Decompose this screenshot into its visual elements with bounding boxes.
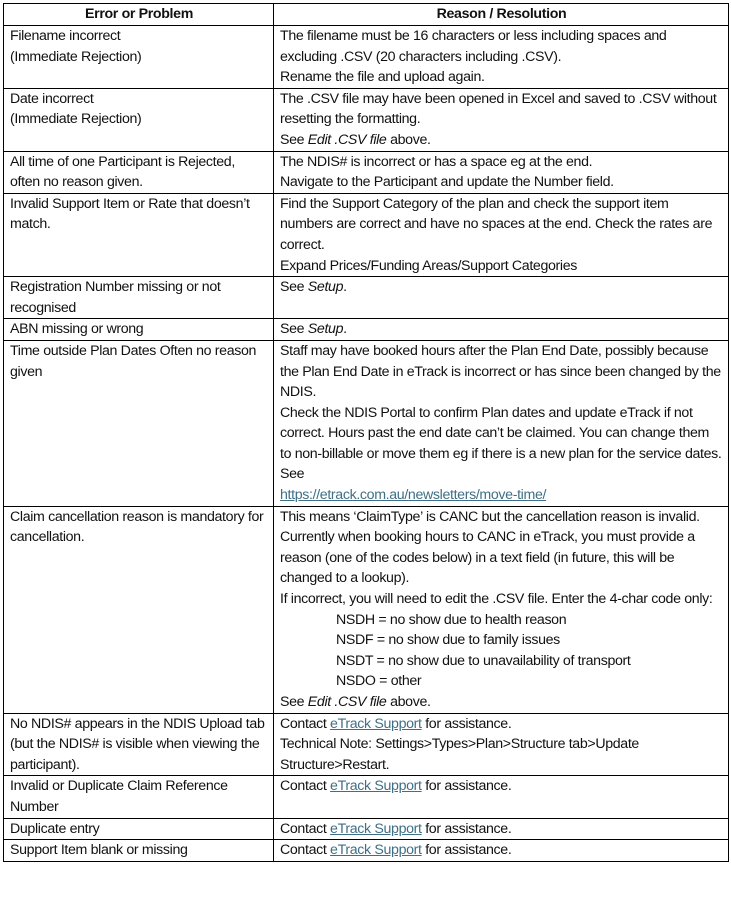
- resolution-cell: [274, 818, 729, 840]
- see-prefix: See: [280, 131, 308, 148]
- setup-reference: Setup: [307, 279, 344, 296]
- table-row: [4, 151, 729, 193]
- edit-csv-reference: Edit .CSV file: [307, 131, 387, 148]
- table-row: [4, 776, 729, 818]
- see-reference: [280, 277, 723, 298]
- resolution-text: Expand Prices/Funding Areas/Support Categories: [280, 257, 577, 274]
- problem-cell: [4, 776, 274, 818]
- see-suffix: above.: [386, 694, 431, 710]
- problem-text: ABN missing or wrong: [10, 321, 144, 338]
- contact-suffix: for assistance.: [421, 778, 512, 795]
- see-reference: [280, 319, 723, 340]
- contact-support-text: [280, 714, 723, 735]
- problem-cell: [4, 840, 274, 862]
- resolution-text: This means ‘ClaimType’ is CANC but the cancellation reason is invalid.: [280, 508, 700, 525]
- resolution-cell: [274, 713, 729, 776]
- table-row: [4, 340, 729, 506]
- problem-cell: [4, 88, 274, 151]
- problem-text: Support Item blank or missing: [10, 842, 188, 859]
- problem-text: Date incorrect: [10, 90, 94, 107]
- resolution-cell: [274, 840, 729, 862]
- resolution-text: Currently when booking hours to CANC in eTrack, you must provide a reason (one of the codes below) in a text field (in future, this will be changed to a lookup).: [280, 529, 695, 587]
- cancellation-code: NSDO = other: [336, 673, 422, 690]
- problem-text: Duplicate entry: [10, 820, 100, 837]
- problem-cell: [4, 506, 274, 713]
- resolution-text: Find the Support Category of the plan and check the support item numbers are correct and have no spaces at the end. Check the rates are correct.: [280, 195, 713, 253]
- problem-cell: [4, 151, 274, 193]
- table-row: [4, 506, 729, 713]
- table-row: [4, 319, 729, 341]
- move-time-newsletter-link[interactable]: https://etrack.com.au/newsletters/move-time/: [280, 487, 547, 504]
- table-row: [4, 88, 729, 151]
- problem-cell: [4, 26, 274, 89]
- contact-suffix: for assistance.: [421, 715, 512, 732]
- technical-note: Technical Note: Settings>Types>Plan>Structure tab>Update Structure>Restart.: [280, 736, 639, 773]
- see-suffix: .: [343, 321, 347, 338]
- see-suffix: above.: [386, 131, 431, 148]
- resolution-cell: [274, 193, 729, 276]
- problem-text: No NDIS# appears in the NDIS Upload tab (but the NDIS# is visible when viewing the participant).: [10, 715, 265, 773]
- etrack-support-link[interactable]: eTrack Support: [330, 715, 422, 732]
- resolution-cell: [274, 277, 729, 319]
- contact-suffix: for assistance.: [421, 820, 512, 837]
- resolution-text: Staff may have booked hours after the Plan End Date, possibly because the Plan End Date in eTrack is incorrect or has since been changed by the NDIS.: [280, 342, 721, 401]
- problem-cell: [4, 818, 274, 840]
- etrack-support-link[interactable]: eTrack Support: [330, 842, 422, 859]
- resolution-cell: [274, 319, 729, 341]
- etrack-support-link[interactable]: eTrack Support: [330, 820, 422, 837]
- problem-text: Invalid Support Item or Rate that doesn’t match.: [10, 195, 250, 233]
- problem-cell: [4, 713, 274, 776]
- resolution-text: Check the NDIS Portal to confirm Plan dates and update eTrack if not correct. Hours past the end date can’t be claimed. You can change them to non-billable or move them eg if there is a new plan for the service dates. See: [280, 404, 722, 483]
- problem-text: Time outside Plan Dates Often no reason given: [10, 342, 257, 380]
- see-prefix: See: [280, 321, 308, 338]
- problem-cell: [4, 277, 274, 319]
- resolution-text: The .CSV file may have been opened in Excel and saved to .CSV without resetting the formatting.: [280, 90, 717, 128]
- resolution-text: Navigate to the Participant and update the Number field.: [280, 174, 614, 191]
- edit-csv-reference: Edit .CSV file: [307, 694, 387, 710]
- cancellation-code: NSDH = no show due to health reason: [336, 611, 567, 628]
- problem-cell: [4, 340, 274, 506]
- resolution-cell: [274, 776, 729, 818]
- problem-text: Registration Number missing or not recognised: [10, 279, 221, 316]
- resolution-cell: [274, 151, 729, 193]
- header-row: [4, 4, 729, 26]
- resolution-cell: [274, 340, 729, 506]
- contact-suffix: for assistance.: [421, 842, 512, 859]
- problem-cell: [4, 193, 274, 276]
- problem-text: (Immediate Rejection): [10, 48, 142, 65]
- resolution-cell: [274, 88, 729, 151]
- contact-prefix: Contact: [280, 842, 331, 859]
- cancellation-code: NSDT = no show due to unavailability of transport: [336, 652, 631, 669]
- header-reason-resolution: Reason / Resolution: [274, 4, 729, 26]
- see-reference: [280, 692, 723, 713]
- problem-text: All time of one Participant is Rejected, often no reason given.: [10, 153, 235, 191]
- header-error-or-problem: Error or Problem: [4, 4, 274, 26]
- see-prefix: See: [280, 694, 308, 710]
- table-row: [4, 840, 729, 862]
- contact-prefix: Contact: [280, 715, 331, 732]
- problem-text: Filename incorrect: [10, 28, 121, 44]
- contact-prefix: Contact: [280, 778, 331, 795]
- contact-support-text: [280, 840, 723, 861]
- problem-text: Claim cancellation reason is mandatory for cancellation.: [10, 508, 264, 546]
- contact-support-text: [280, 776, 723, 797]
- table-row: [4, 193, 729, 276]
- resolution-text: If incorrect, you will need to edit the .CSV file. Enter the 4-char code only:: [280, 591, 713, 608]
- resolution-text: Rename the file and upload again.: [280, 69, 485, 86]
- problem-cell: [4, 319, 274, 341]
- resolution-cell: [274, 506, 729, 713]
- problem-text: Invalid or Duplicate Claim Reference Number: [10, 778, 228, 815]
- see-reference: [280, 130, 723, 151]
- contact-prefix: Contact: [280, 820, 331, 837]
- resolution-cell: [274, 26, 729, 89]
- resolution-text: The filename must be 16 characters or less including spaces and excluding .CSV (20 characters including .CSV).: [280, 28, 667, 65]
- see-prefix: See: [280, 279, 308, 296]
- error-resolution-table: [3, 3, 729, 862]
- etrack-support-link[interactable]: eTrack Support: [330, 778, 422, 795]
- setup-reference: Setup: [307, 321, 344, 338]
- see-suffix: .: [343, 279, 347, 296]
- table-row: [4, 26, 729, 89]
- problem-text: (Immediate Rejection): [10, 111, 142, 128]
- table-row: [4, 277, 729, 319]
- table-row: [4, 818, 729, 840]
- table-row: [4, 713, 729, 776]
- contact-support-text: [280, 819, 723, 840]
- resolution-text: The NDIS# is incorrect or has a space eg at the end.: [280, 153, 593, 170]
- cancellation-code: NSDF = no show due to family issues: [336, 632, 560, 649]
